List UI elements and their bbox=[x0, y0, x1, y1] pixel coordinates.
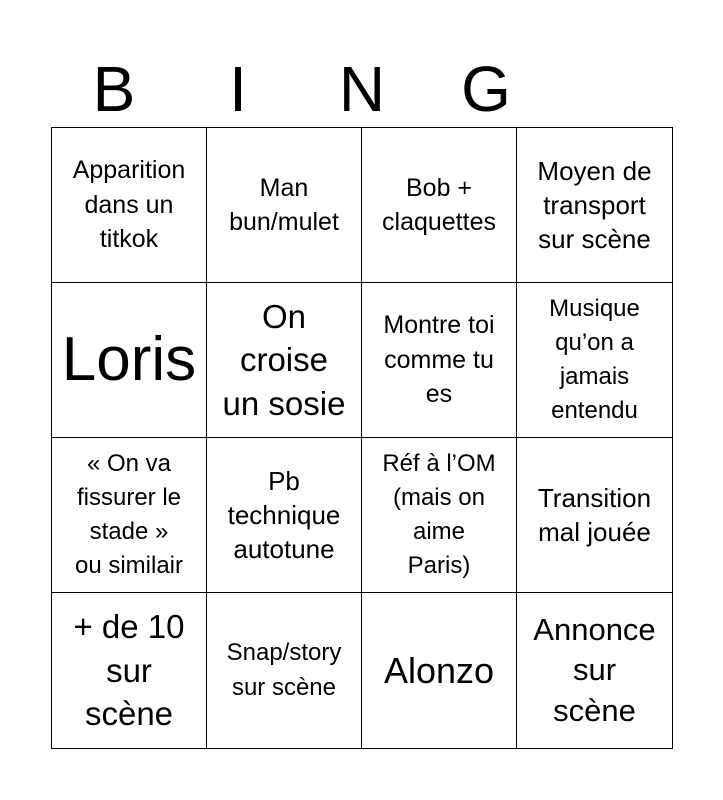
bingo-cell-text: Moyen de transport sur scène bbox=[537, 155, 652, 255]
bingo-cell[interactable] bbox=[517, 593, 672, 748]
bingo-cell[interactable] bbox=[362, 438, 517, 593]
bingo-cell[interactable] bbox=[207, 283, 362, 438]
bingo-cell-text: Transition mal jouée bbox=[537, 482, 652, 547]
bingo-cell-text: « On va fissurer le stade » ou similair bbox=[74, 449, 184, 580]
bingo-cell[interactable] bbox=[207, 438, 362, 593]
header-letter-b: B bbox=[92, 53, 136, 125]
bingo-cell-text: Pb technique autotune bbox=[227, 465, 341, 565]
bingo-cell[interactable] bbox=[517, 438, 672, 593]
bingo-cell[interactable] bbox=[52, 438, 207, 593]
bingo-cell-text: Snap/story sur scène bbox=[226, 639, 342, 701]
bingo-cell-text: Man bun/mulet bbox=[229, 173, 339, 236]
bingo-cell[interactable] bbox=[362, 593, 517, 748]
bingo-cell[interactable] bbox=[207, 128, 362, 283]
bingo-cell[interactable] bbox=[362, 283, 517, 438]
bingo-cell-text: Alonzo bbox=[383, 649, 495, 691]
bingo-cell[interactable] bbox=[52, 283, 207, 438]
header-letter-n: N bbox=[338, 53, 386, 125]
bingo-cell[interactable] bbox=[517, 128, 672, 283]
bingo-cell[interactable] bbox=[207, 593, 362, 748]
bingo-cell-text: Apparition dans un titkok bbox=[72, 156, 186, 254]
bingo-cell[interactable] bbox=[52, 128, 207, 283]
bingo-cell[interactable] bbox=[362, 128, 517, 283]
header-letter-i: I bbox=[229, 53, 247, 125]
bingo-cell-text: + de 10 sur scène bbox=[73, 608, 185, 733]
bingo-cell-text: Réf à l’OM (mais on aime Paris) bbox=[382, 449, 496, 580]
bingo-cell[interactable] bbox=[517, 283, 672, 438]
bingo-cell-text: On croise un sosie bbox=[222, 297, 346, 422]
bingo-grid bbox=[51, 127, 673, 749]
bingo-cell-text: Bob + claquettes bbox=[382, 173, 496, 236]
bingo-cell[interactable] bbox=[52, 593, 207, 748]
bingo-cell-text: Loris bbox=[61, 324, 197, 394]
header-letter-g: G bbox=[461, 53, 511, 125]
bingo-cell-text: Annonce sur scène bbox=[533, 612, 656, 728]
bingo-cell-text: Musique qu’on a jamais entendu bbox=[549, 294, 640, 425]
bingo-header bbox=[52, 50, 672, 128]
bingo-cell-text: Montre toi comme tu es bbox=[383, 311, 495, 409]
